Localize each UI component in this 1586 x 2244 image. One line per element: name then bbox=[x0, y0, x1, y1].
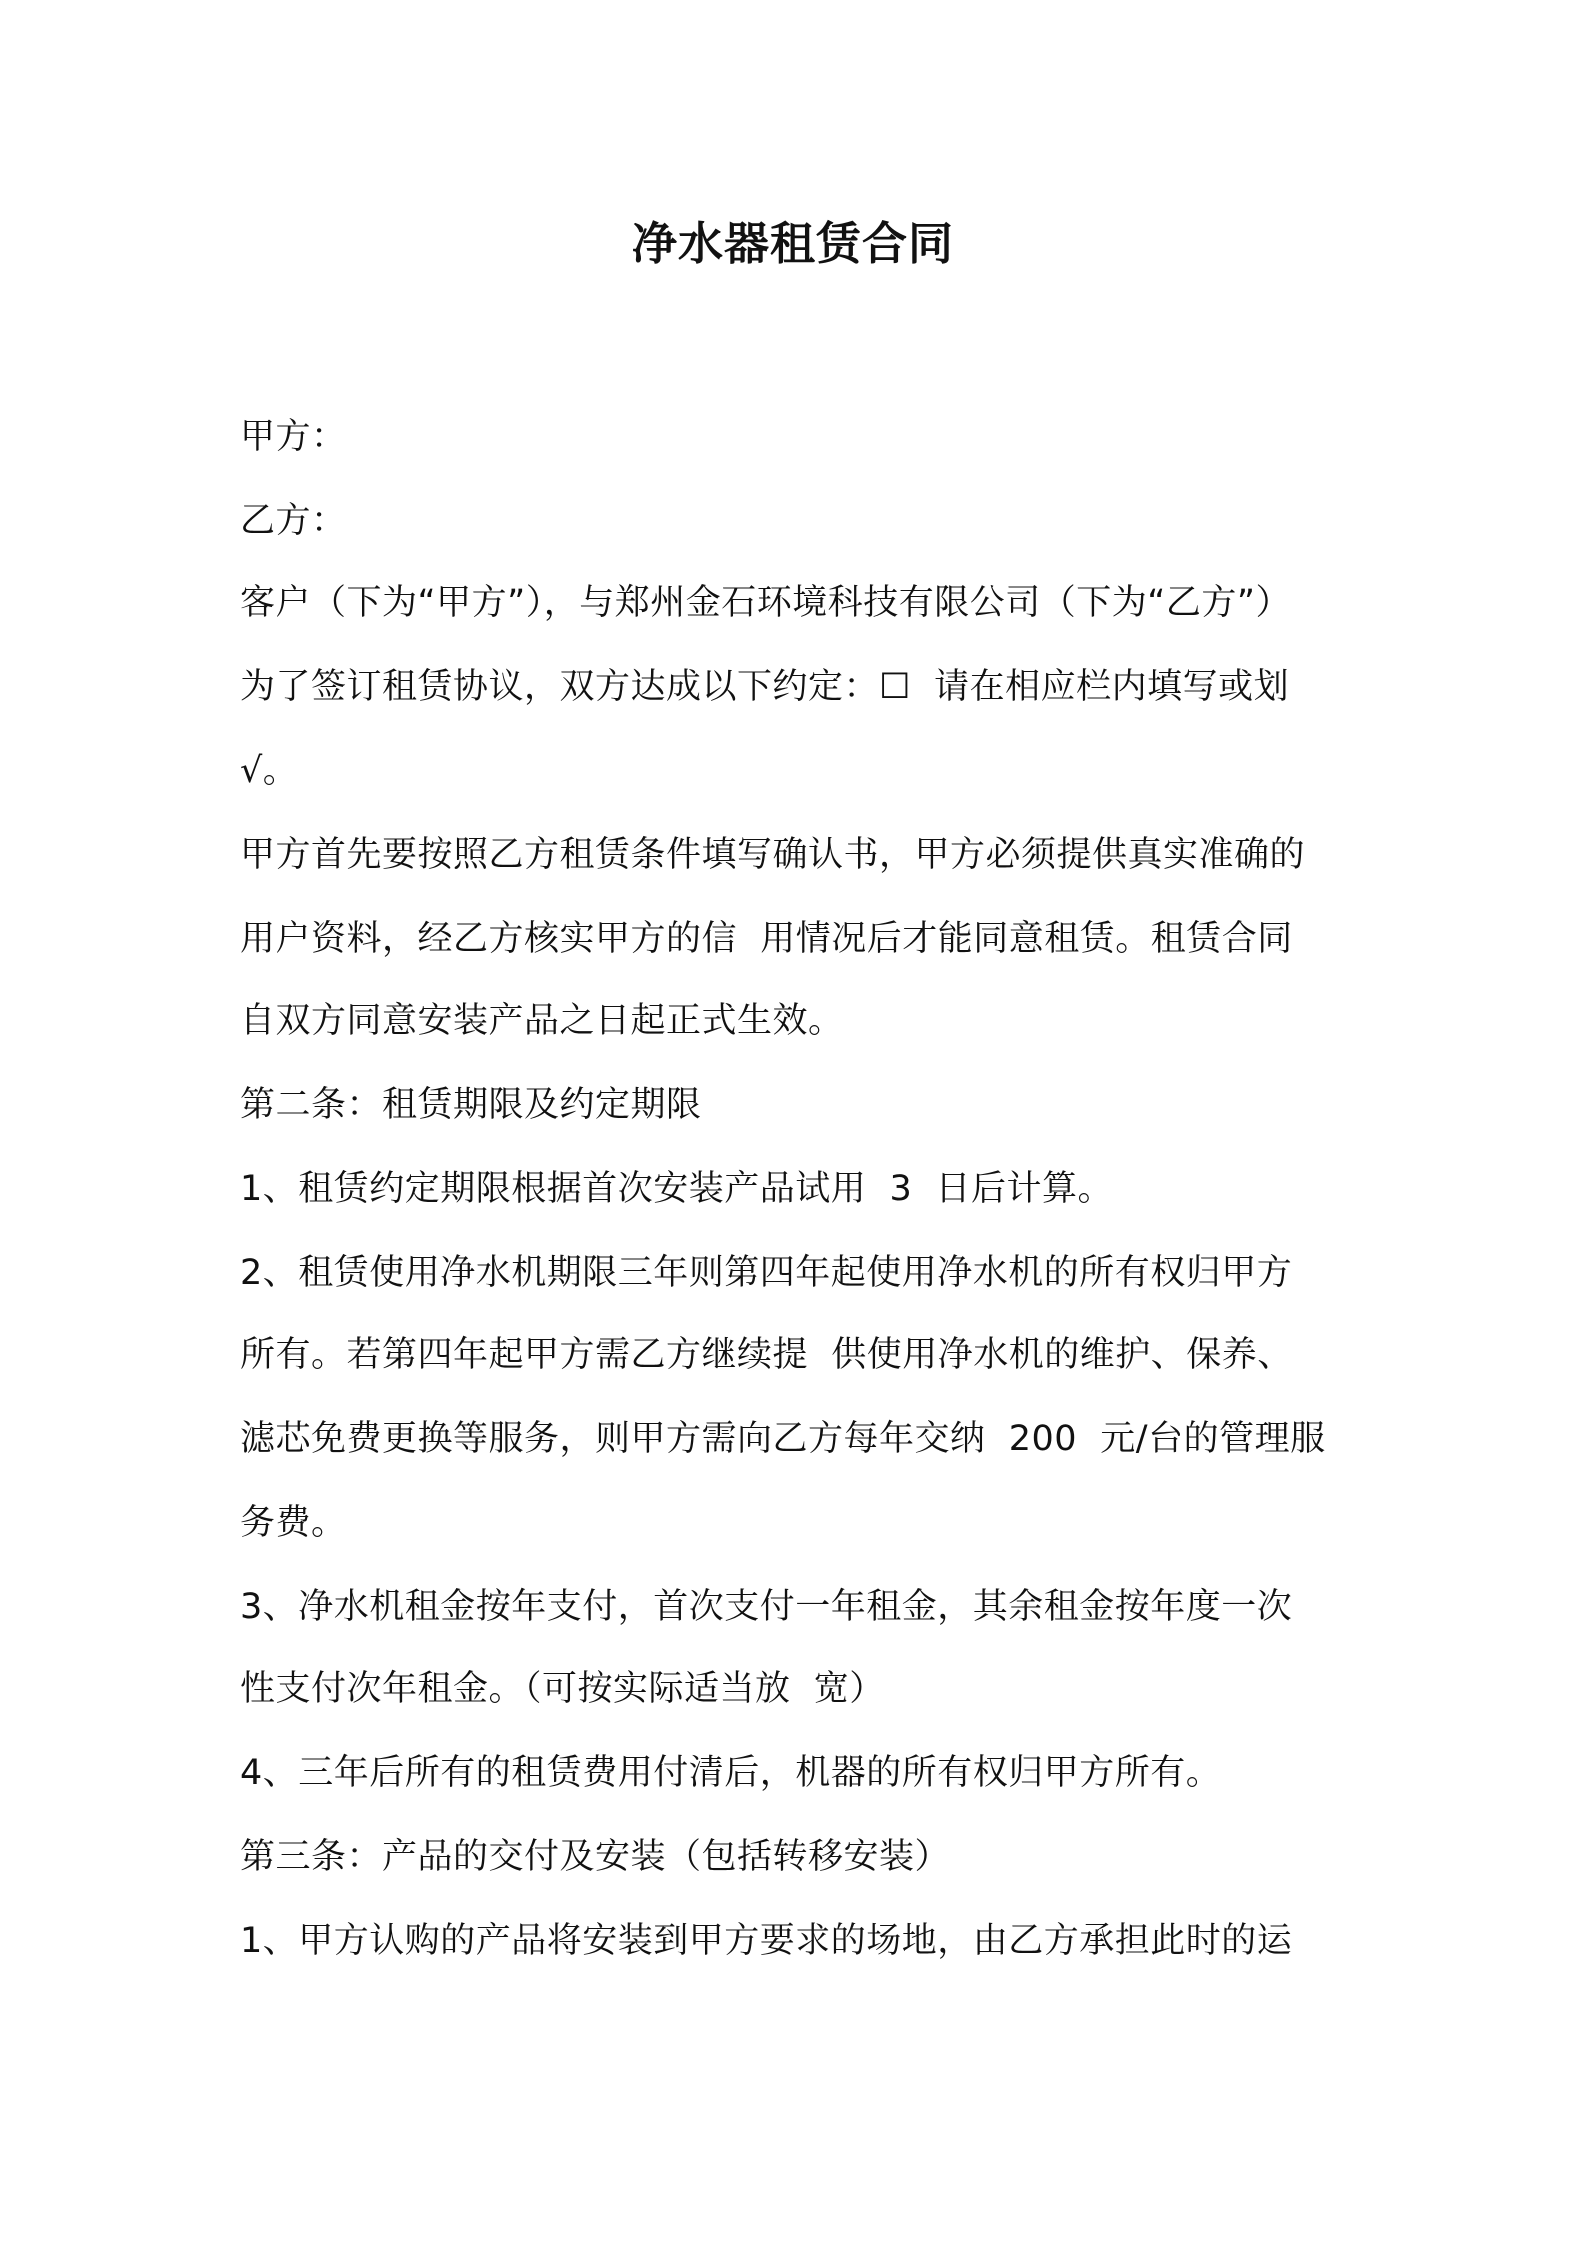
clause-line: 务费。 bbox=[240, 1503, 347, 1543]
section-heading: 第三条：产品的交付及安装（包括转移安装） bbox=[240, 1837, 951, 1877]
clause-line: 性支付次年租金。（可按实际适当放 宽） bbox=[240, 1669, 885, 1709]
clause-line: 3、净水机租金按年支付，首次支付一年租金，其余租金按年度一次 bbox=[240, 1587, 1293, 1627]
section-heading: 第二条：租赁期限及约定期限 bbox=[240, 1085, 702, 1125]
clause-line: 4、三年后所有的租赁费用付清后，机器的所有权归甲方所有。 bbox=[240, 1753, 1222, 1793]
intro-line-3: √。 bbox=[240, 751, 299, 791]
party-b-line: 乙方： bbox=[240, 501, 347, 541]
clause-line: 1、租赁约定期限根据首次安装产品试用 3 日后计算。 bbox=[240, 1169, 1114, 1209]
intro-line-2: 为了签订租赁协议，双方达成以下约定：☐ 请在相应栏内填写或划 bbox=[240, 667, 1290, 707]
clause-line: 滤芯免费更换等服务，则甲方需向乙方每年交纳 200 元/台的管理服 bbox=[240, 1419, 1326, 1459]
paragraph-line: 自双方同意安装产品之日起正式生效。 bbox=[240, 1001, 844, 1041]
paragraph-line: 用户资料，经乙方核实甲方的信 用情况后才能同意租赁。租赁合同 bbox=[240, 919, 1293, 959]
party-a-line: 甲方： bbox=[240, 417, 347, 457]
paragraph-line: 甲方首先要按照乙方租赁条件填写确认书，甲方必须提供真实准确的 bbox=[240, 835, 1306, 875]
clause-line: 所有。若第四年起甲方需乙方继续提 供使用净水机的维护、保养、 bbox=[240, 1335, 1293, 1375]
clause-line: 1、甲方认购的产品将安装到甲方要求的场地，由乙方承担此时的运 bbox=[240, 1921, 1293, 1961]
document-title: 净水器租赁合同 bbox=[631, 217, 954, 270]
clause-line: 2、租赁使用净水机期限三年则第四年起使用净水机的所有权归甲方 bbox=[240, 1253, 1293, 1293]
intro-line-1: 客户（下为“甲方”），与郑州金石环境科技有限公司（下为“乙方”） bbox=[240, 583, 1292, 623]
